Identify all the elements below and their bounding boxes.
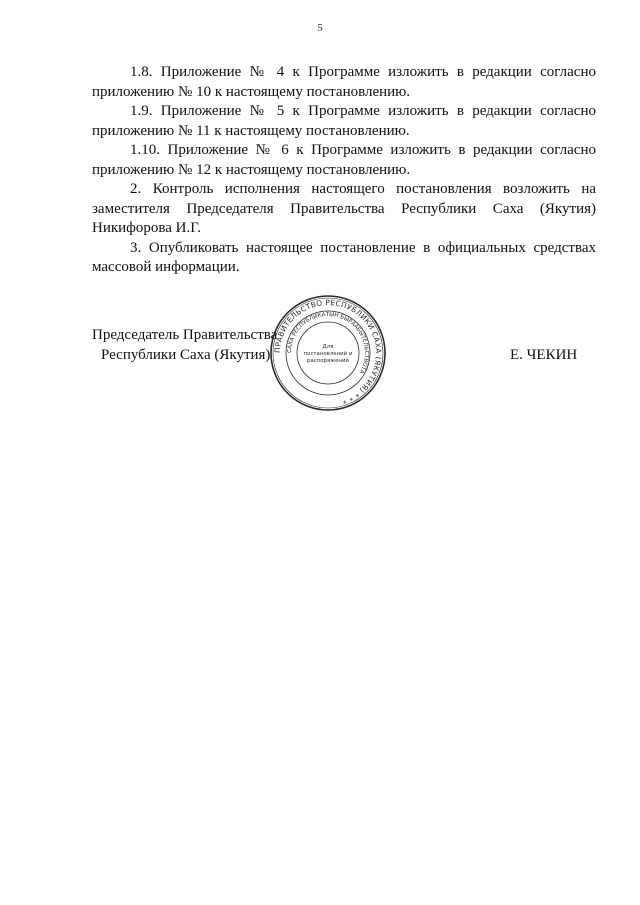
page-number: 5: [317, 22, 323, 34]
signatory-name: Е. ЧЕКИН: [510, 347, 578, 363]
paragraph-1-10: 1.10. Приложение № 6 к Программе изложить в редакции согласно приложению № 12 к настоящему постановлению.: [92, 142, 596, 178]
signatory-position-line2: Республики Саха (Якутия): [101, 347, 271, 363]
signatory-position-line1: Председатель Правительства: [92, 327, 278, 343]
paragraph-2: 2. Контроль исполнения настоящего постановления возложить на заместителя Председателя Правительства Республики Саха (Якутия) Никифорова И.Г.: [92, 181, 596, 236]
paragraph-1-8: 1.8. Приложение № 4 к Программе изложить в редакции согласно приложению № 10 к настоящему постановлению.: [92, 64, 596, 100]
seal-center-line1: Для: [322, 344, 334, 350]
paragraph-3: 3. Опубликовать настоящее постановление в официальных средствах массовой информации.: [92, 239, 596, 275]
seal-center-line3: распоряжений: [307, 358, 349, 364]
seal-center-line2: постановлений и: [303, 351, 353, 357]
paragraph-1-9: 1.9. Приложение № 5 к Программе изложить в редакции согласно приложению № 11 к настоящему постановлению.: [92, 103, 596, 139]
seal-inner-text: САХА РЕСПУБЛИКАТЫН БЫРААБЫТЕЛЬСТВОТА: [286, 311, 370, 375]
seal-outer-text: ПРАВИТЕЛЬСТВО РЕСПУБЛИКИ САХА (ЯКУТИЯ) * * *: [272, 297, 384, 406]
official-seal: [268, 293, 388, 413]
